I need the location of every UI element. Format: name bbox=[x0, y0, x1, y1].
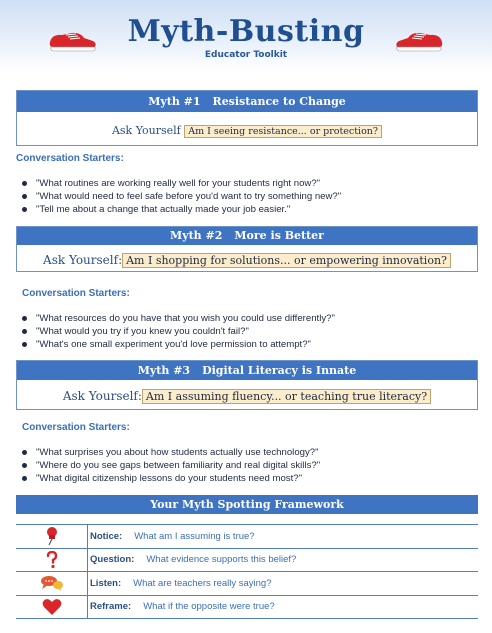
conversation-starters-label: Conversation Starters: bbox=[22, 422, 130, 433]
ask-yourself-label: Ask Yourself: bbox=[43, 253, 123, 267]
myth-name: Resistance to Change bbox=[212, 95, 346, 108]
myth-3-heading bbox=[17, 361, 477, 380]
myth-1-heading bbox=[17, 91, 477, 112]
list-item: "Tell me about a change that actually made your job easier." bbox=[22, 203, 341, 216]
ask-yourself-question: Am I assuming fluency... or teaching true literacy? bbox=[142, 389, 431, 404]
myth-1-starters bbox=[22, 177, 341, 216]
myth-number: Myth #3 bbox=[137, 364, 191, 377]
page-subtitle: Educator Toolkit bbox=[204, 50, 288, 60]
list-item: "What would you try if you knew you couldn't fail?" bbox=[22, 325, 335, 338]
ask-yourself-line bbox=[17, 112, 477, 137]
myth-number: Myth #1 bbox=[148, 95, 201, 108]
list-item: "What routines are working really well for your students right now?" bbox=[22, 177, 341, 190]
ask-yourself-label: Ask Yourself: bbox=[62, 389, 142, 403]
pushpin-icon bbox=[44, 526, 60, 546]
framework-value: What am I assuming is true? bbox=[134, 530, 255, 542]
myth-name: Digital Literacy is Innate bbox=[202, 364, 357, 377]
ask-yourself-label: Ask Yourself bbox=[111, 124, 181, 137]
list-item: "What's one small experiment you'd love permission to attempt?" bbox=[22, 338, 335, 351]
myth-name: More is Better bbox=[234, 229, 324, 242]
list-item: "What resources do you have that you wish you could use differently?" bbox=[22, 312, 335, 325]
page-title: Myth-Busting bbox=[127, 14, 365, 49]
myth-3-starters bbox=[22, 446, 320, 485]
conversation-starters-label: Conversation Starters: bbox=[16, 153, 124, 164]
framework-table bbox=[16, 524, 478, 619]
ask-yourself-question: Am I shopping for solutions... or empowering innovation? bbox=[122, 253, 451, 268]
framework-row-reframe bbox=[16, 596, 478, 620]
ask-yourself-line bbox=[17, 380, 477, 403]
list-item: "What would need to feel safe before you'd want to try something new?" bbox=[22, 190, 341, 203]
myth-number: Myth #2 bbox=[170, 229, 223, 242]
framework-row-question bbox=[16, 549, 478, 573]
ask-yourself-question: Am I seeing resistance... or protection? bbox=[184, 125, 382, 138]
framework-row-listen bbox=[16, 572, 478, 596]
myth-3-card bbox=[16, 360, 478, 410]
conversation-starters-label: Conversation Starters: bbox=[22, 288, 130, 299]
framework-row-notice bbox=[16, 525, 478, 549]
framework-value: What if the opposite were true? bbox=[143, 601, 275, 613]
framework-key: Reframe: bbox=[90, 601, 132, 613]
myth-2-heading bbox=[17, 227, 477, 245]
framework-key: Notice: bbox=[90, 530, 123, 542]
ask-yourself-line bbox=[17, 245, 477, 267]
list-item: "Where do you see gaps between familiarity and real digital skills?" bbox=[22, 459, 320, 472]
myth-2-card bbox=[16, 226, 478, 272]
framework-key: Listen: bbox=[90, 577, 122, 589]
heart-icon bbox=[42, 598, 62, 616]
speech-bubbles-icon bbox=[40, 575, 64, 591]
myth-2-starters bbox=[22, 312, 335, 351]
myth-1-card bbox=[16, 90, 478, 146]
framework-key: Question: bbox=[90, 554, 135, 566]
list-item: "What surprises you about how students actually use technology?" bbox=[22, 446, 320, 459]
list-item: "What digital citizenship lessons do your students need most?" bbox=[22, 472, 320, 485]
framework-heading: Your Myth Spotting Framework bbox=[16, 495, 478, 514]
framework-value: What evidence supports this belief? bbox=[146, 554, 297, 566]
question-mark-icon bbox=[46, 551, 58, 569]
framework-value: What are teachers really saying? bbox=[133, 577, 272, 589]
